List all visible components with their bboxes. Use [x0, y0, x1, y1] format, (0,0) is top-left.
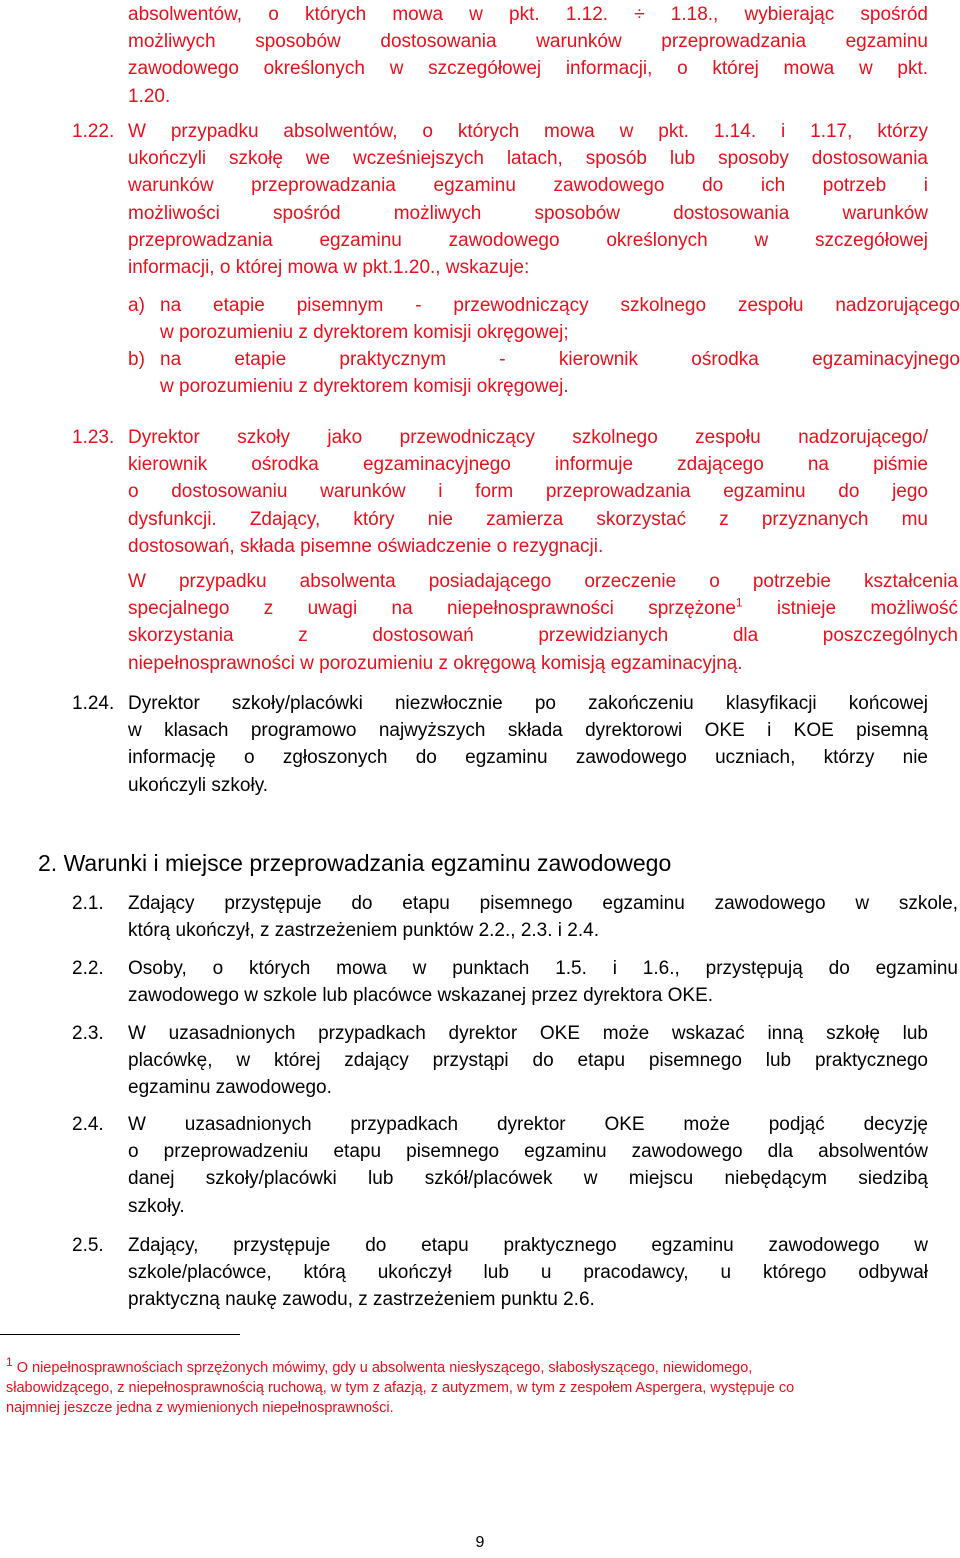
paragraph-2-3: [128, 1020, 928, 1102]
text-line: w porozumieniu z dyrektorem komisji okręgowej.: [160, 376, 569, 398]
text-line: szkole/placówce, którą ukończył lub u pracodawcy, u którego odbywał: [128, 1262, 928, 1284]
text-line: W przypadku absolwentów, o których mowa w pkt. 1.14. i 1.17, którzy: [128, 121, 928, 142]
footnote-mark: 1: [6, 1355, 13, 1370]
text-line: egzaminu zawodowego.: [128, 1077, 332, 1099]
item-number-1-22: 1.22.: [72, 121, 115, 142]
text-line: danej szkoły/placówki lub szkół/placówek w miejscu niebędącym siedzibą: [128, 1168, 928, 1190]
text-line: skorzystania z dostosowań przewidzianych dla poszczególnych: [128, 625, 958, 647]
text-line: W przypadku absolwenta posiadającego orzeczenie o potrzebie kształcenia: [128, 571, 958, 592]
text-line: zawodowego określonych w szczegółowej informacji, o której mowa w pkt.: [128, 58, 928, 80]
text-line: o dostosowaniu warunków i form przeprowadzania egzaminu do jego: [128, 481, 928, 503]
text-line: Dyrektor szkoły jako przewodniczący szkolnego zespołu nadzorującego/: [128, 427, 928, 448]
paragraph-2-1: [128, 890, 958, 944]
paragraph-2-2: [128, 955, 958, 1009]
paragraph-1-24: [128, 690, 928, 799]
text-line: absolwentów, o których mowa w pkt. 1.12. ÷ 1.18., wybierając spośród: [128, 4, 928, 25]
footnote-line: najmniej jeszcze jedna z wymienionych niepełnosprawności.: [6, 1400, 394, 1416]
item-number-2-4: 2.4.: [72, 1114, 104, 1135]
list-item-a: [160, 292, 960, 346]
text-line: na etapie pisemnym - przewodniczący szkolnego zespołu nadzorującego: [160, 295, 960, 316]
top-paragraph: [128, 1, 928, 110]
text-line: o przeprowadzeniu etapu pisemnego egzaminu zawodowego dla absolwentów: [128, 1141, 928, 1163]
text-line: placówkę, w której zdający przystąpi do etapu pisemnego lub praktycznego: [128, 1050, 928, 1072]
text-line: Dyrektor szkoły/placówki niezwłocznie po zakończeniu klasyfikacji końcowej: [128, 693, 928, 714]
item-number-1-24: 1.24.: [72, 693, 115, 714]
text-fragment: informacji, o której mowa w pkt.1.20.: [128, 257, 436, 279]
text-line: Zdający, przystępuje do etapu praktycznego egzaminu zawodowego w: [128, 1235, 928, 1256]
text-line: ukończyli szkoły.: [128, 774, 269, 796]
text-line: Osoby, o których mowa w punktach 1.5. i 1.6., przystępują do egzaminu: [128, 958, 958, 979]
text-line: praktyczną naukę zawodu, z zastrzeżeniem punktu 2.6.: [128, 1289, 595, 1311]
paragraph-1-23-second: [128, 568, 958, 677]
item-number-1-23: 1.23.: [72, 427, 115, 448]
text-line: dostosowań, składa pisemne oświadczenie o rezygnacji.: [128, 535, 604, 557]
list-item-b: [160, 346, 960, 400]
list-marker-a: a): [128, 295, 145, 316]
text-line: warunków przeprowadzania egzaminu zawodowego do ich potrzeb i: [128, 175, 928, 197]
page-number: 9: [475, 1534, 485, 1551]
text-line: dysfunkcji. Zdający, który nie zamierza skorzystać z przyznanych mu: [128, 508, 928, 530]
text-fragment: specjalnego z uwagi na niepełnosprawności sprzężone: [128, 598, 736, 620]
footnote: [6, 1355, 951, 1418]
paragraph-2-4: [128, 1111, 928, 1220]
text-line: ukończyli szkołę we wcześniejszych latach, sposób lub sposoby dostosowania: [128, 148, 928, 170]
text-line: przeprowadzania egzaminu zawodowego określonych w szczegółowej: [128, 229, 928, 251]
text-line: którą ukończył, z zastrzeżeniem punktów 2.2., 2.3. i 2.4.: [128, 920, 600, 942]
list-marker-b: b): [128, 349, 145, 370]
text-line: informację o zgłoszonych do egzaminu zawodowego uczniach, którzy nie: [128, 747, 928, 769]
text-fragment: , wskazuje:: [435, 257, 530, 279]
text-line: [128, 254, 928, 281]
footnote-line: [6, 1355, 951, 1378]
text-line: W uzasadnionych przypadkach dyrektor OKE może wskazać inną szkołę lub: [128, 1023, 928, 1044]
text-line: w klasach programowo najwyższych składa dyrektorowi OKE i KOE pisemną: [128, 720, 928, 742]
text-line: 1.20.: [128, 85, 171, 107]
text-line: zawodowego w szkole lub placówce wskazanej przez dyrektora OKE.: [128, 985, 714, 1007]
item-number-2-1: 2.1.: [72, 893, 104, 914]
paragraph-1-23: [128, 424, 928, 560]
paragraph-2-5: [128, 1232, 928, 1314]
footnote-line: słabowidzącego, z niepełnosprawnością ruchową, w tym z afazją, z autyzmem, w tym z zespołem Aspergera, występuje co: [6, 1380, 795, 1396]
text-line: na etapie praktycznym - kierownik ośrodka egzaminacyjnego: [160, 349, 960, 370]
footnote-reference: 1: [735, 595, 743, 610]
text-line: Zdający przystępuje do etapu pisemnego egzaminu zawodowego w szkole,: [128, 893, 958, 914]
text-line: możliwości spośród możliwych sposobów dostosowania warunków: [128, 202, 928, 224]
text-line: [128, 595, 958, 622]
section-heading: 2. Warunki i miejsce przeprowadzania egzaminu zawodowego: [38, 850, 672, 876]
item-number-2-5: 2.5.: [72, 1235, 104, 1256]
text-line: kierownik ośrodka egzaminacyjnego informuje zdającego na piśmie: [128, 454, 928, 476]
item-number-2-3: 2.3.: [72, 1023, 104, 1044]
paragraph-1-22: [128, 118, 928, 281]
text-line: w porozumieniu z dyrektorem komisji okręgowej;: [160, 322, 569, 344]
text-line: możliwych sposobów dostosowania warunków przeprowadzania egzaminu: [128, 31, 928, 53]
item-number-2-2: 2.2.: [72, 958, 104, 979]
text-line: W uzasadnionych przypadkach dyrektor OKE może podjąć decyzję: [128, 1114, 928, 1135]
footnote-separator: [0, 1334, 240, 1335]
text-line: szkoły.: [128, 1195, 185, 1217]
text-fragment: istnieje możliwość: [742, 598, 959, 620]
text-fragment: O niepełnosprawnościach sprzężonych mówimy, gdy u absolwenta niesłyszącego, słabosłyszącego, niewidomego,: [16, 1360, 753, 1376]
text-line: niepełnosprawności w porozumieniu z okręgową komisją egzaminacyjną.: [128, 652, 743, 674]
